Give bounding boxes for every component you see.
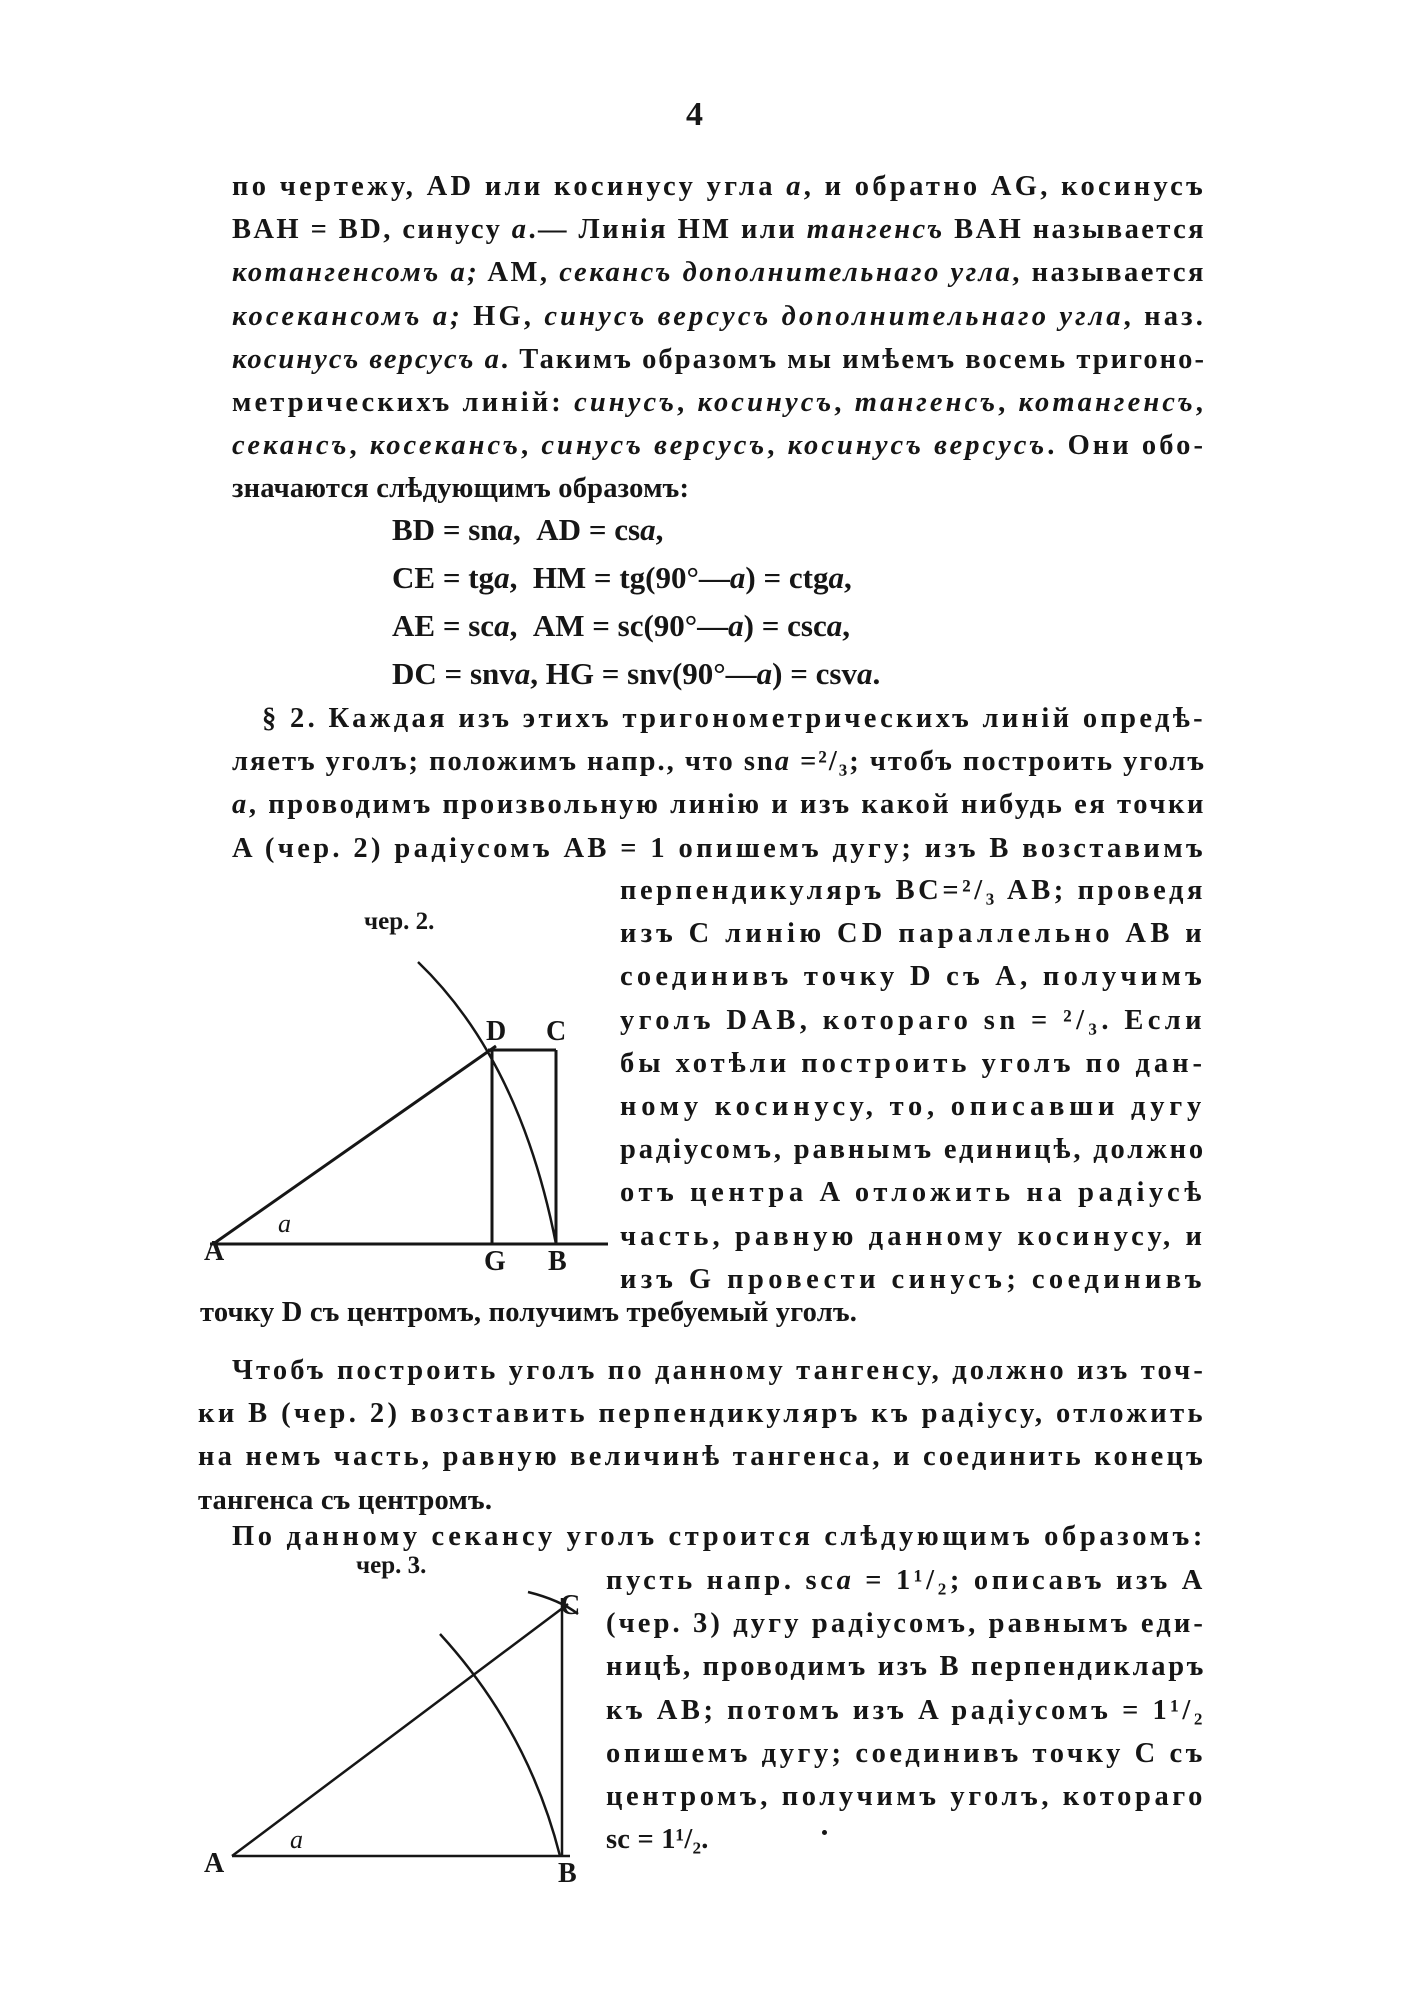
formula-line: DC = snva, HG = snv(90°—a) = csva.	[392, 656, 881, 691]
figure3-arc-unit	[440, 1634, 560, 1856]
text-line-wrapped: перпендикуляръ BC=²/₃ AB; проведя	[620, 875, 1206, 906]
figure2-line-ad	[216, 1046, 496, 1242]
text-line: BAH = BD, синусу a.— Линія HM или тангенсъ BAH называется	[232, 214, 1207, 246]
text-line: по чертежу, AD или косинусу угла a, и обратно AG, косинусъ	[232, 171, 1207, 202]
text-line: косинусъ версусъ a. Такимъ образомъ мы имѣемъ восемь тригоно-	[232, 343, 1206, 375]
print-dot	[822, 1830, 827, 1835]
text-line-wrapped: отъ центра A отложить на радіусѣ	[620, 1177, 1206, 1209]
text-line-wrapped: бы хотѣли построить уголъ по дан-	[620, 1047, 1206, 1079]
text-line: косекансомъ a; HG, синусъ версусъ дополнительнаго угла, наз.	[232, 300, 1207, 332]
text-line: ляетъ уголъ; положимъ напр., что sna =²/₃; чтобъ построить уголъ	[232, 746, 1206, 778]
text-line: ки B (чер. 2) возставить перпендикуляръ къ радіусу, отложить	[198, 1398, 1206, 1430]
text-line: По данному секансу уголъ строится слѣдующимъ образомъ:	[232, 1521, 1206, 1552]
text-line: точку D съ центромъ, получимъ требуемый уголъ.	[200, 1297, 858, 1328]
text-line-wrapped: изъ G провести синусъ; соединивъ	[620, 1263, 1206, 1295]
figure3-caption: чер. 3.	[356, 1552, 427, 1579]
text-line: тангенса съ центромъ.	[198, 1484, 493, 1516]
figure2-label-B: B	[548, 1246, 567, 1277]
text-line-wrapped: центромъ, получимъ уголъ, котораго	[606, 1781, 1206, 1812]
text-line-wrapped: опишемъ дугу; соединивъ точку C съ	[606, 1737, 1206, 1769]
figure3-label-a: a	[290, 1825, 303, 1854]
formula-line: BD = sna, AD = csa,	[392, 512, 664, 547]
formula-line: CE = tga, HM = tg(90°—a) = ctga,	[392, 560, 852, 595]
text-line: § 2. Каждая изъ этихъ тригонометрическихъ линій опредѣ-	[262, 703, 1206, 734]
text-line-wrapped: соединивъ точку D съ A, получимъ	[620, 961, 1206, 993]
text-line-wrapped: уголъ DAB, котораго sn = ²/₃. Если	[620, 1004, 1206, 1036]
figure2-label-C: C	[546, 1016, 567, 1047]
figure3-label-B: B	[558, 1858, 577, 1889]
figure3-label-A: A	[204, 1848, 225, 1879]
formula-line: AE = sca, AM = sc(90°—a) = csca,	[392, 608, 850, 643]
text-line: a, проводимъ произвольную линію и изъ какой нибудь ея точки	[232, 789, 1207, 821]
text-line-wrapped: къ AB; потомъ изъ A радіусомъ = 1¹/₂	[606, 1694, 1206, 1726]
text-line-wrapped: ному косинусу, то, описавши дугу	[620, 1091, 1206, 1122]
text-line: значаются слѣдующимъ образомъ:	[232, 473, 690, 505]
text-line: Чтобъ построить уголъ по данному тангенсу, должно изъ точ-	[232, 1355, 1206, 1386]
text-line: на немъ часть, равную величинѣ тангенса, и соединить конецъ	[198, 1441, 1206, 1473]
figure3-label-C: C	[560, 1590, 581, 1621]
figure2-arc	[418, 962, 556, 1244]
text-line-wrapped: часть, равную данному косинусу, и	[620, 1220, 1206, 1252]
figure2-label-a: a	[278, 1209, 291, 1238]
figure2-label-A: A	[204, 1236, 225, 1267]
text-line: метрическихъ линій: синусъ, косинусъ, тангенсъ, котангенсъ,	[232, 387, 1206, 418]
text-line: секансъ, косекансъ, синусъ версусъ, косинусъ версусъ. Они обо-	[232, 430, 1207, 462]
page-number: 4	[686, 96, 703, 133]
figure2-caption: чер. 2.	[364, 908, 435, 935]
text-line-wrapped: пусть напр. sca = 1¹/₂; описавъ изъ A	[606, 1565, 1207, 1596]
text-line-wrapped: sc = 1¹/₂.	[606, 1824, 709, 1856]
text-line-wrapped: ницѣ, проводимъ изъ B перпендикларъ	[606, 1651, 1206, 1683]
figure3-arc-secant	[528, 1592, 578, 1614]
figure3-line-ac	[232, 1604, 568, 1856]
text-line: котангенсомъ a; AM, секансъ дополнительнаго угла, называется	[232, 257, 1206, 289]
text-line-wrapped: радіусомъ, равнымъ единицѣ, должно	[620, 1134, 1206, 1166]
text-line-wrapped: (чер. 3) дугу радіусомъ, равнымъ еди-	[606, 1608, 1206, 1640]
figure2-label-D: D	[486, 1016, 507, 1047]
text-line-wrapped: изъ C линію CD параллельно AB и	[620, 918, 1206, 950]
figure2-label-G: G	[484, 1246, 506, 1277]
text-line: A (чер. 2) радіусомъ AB = 1 опишемъ дугу; изъ B возставимъ	[232, 832, 1206, 864]
